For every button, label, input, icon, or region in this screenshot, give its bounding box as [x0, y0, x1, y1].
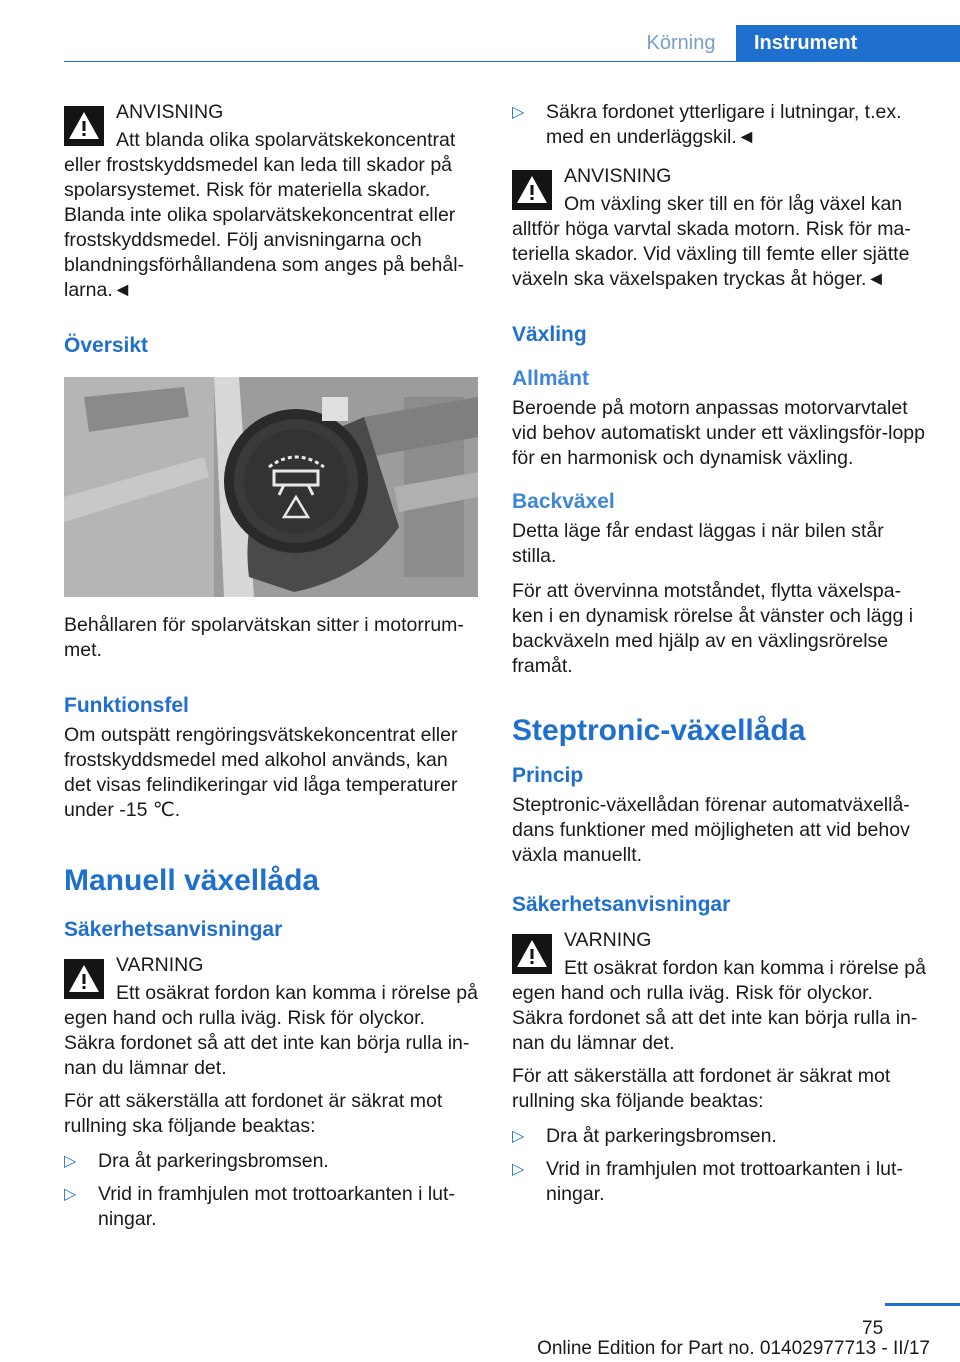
- notice-title: ANVISNING: [564, 165, 672, 187]
- heading-backvaxel: Backväxel: [512, 490, 615, 513]
- heading-allmant: Allmänt: [512, 367, 590, 390]
- heading-sakerhetsanvisningar: Säkerhetsanvisningar: [64, 918, 283, 941]
- notice-title: ANVISNING: [116, 101, 224, 123]
- notice-block: [64, 100, 478, 303]
- page-header: [0, 0, 960, 62]
- edition-footer: Online Edition for Part no. 01402977713 - II/17: [537, 1338, 930, 1359]
- page-number: 75: [862, 1318, 884, 1339]
- list-item: ▷ Dra åt parkeringsbromsen.: [64, 1150, 329, 1172]
- warning-body: Ett osäkrat fordon kan komma i rörelse på egen hand och rulla iväg. Risk för olyckor. Säkra fordonet så att det inte kan börja rulla in‐nan du lämnar det.: [512, 957, 926, 1054]
- princip-text: Steptronic-växellådan förenar automatväxellå‐dans funktioner med möjligheten att vid behov växla manuellt.: [512, 794, 910, 866]
- backvaxel-text-2: För att övervinna motståndet, flytta växelspa‐ken i en dynamisk rörelse åt vänster och lägg i backväxeln med hjälp av en växlingsrörelse framåt.: [512, 580, 914, 677]
- photo-caption: Behållaren för spolarvätskan sitter i motorrum‐met.: [64, 614, 464, 661]
- warning-title: VARNING: [116, 954, 204, 976]
- warning-block: [64, 953, 478, 1081]
- footer-rule: [885, 1303, 960, 1306]
- heading-sakerhetsanvisningar: Säkerhetsanvisningar: [512, 893, 731, 916]
- warning-triangle-icon: [64, 106, 104, 146]
- warning-block: [512, 928, 926, 1056]
- notice-body: Att blanda olika spolarvätskekoncentrat eller frostskyddsmedel kan leda till skador på spolarsystemet. Risk för materiella skador. Blanda inte olika spolarvätskekoncentrat eller frostskyddsmedel. Följ anvisningarna och blandningsförhållandena som anges på behål‐larna.◄: [64, 129, 465, 301]
- ensure-text: För att säkerställa att fordonet är säkrat mot rullning ska följande beaktas:: [64, 1090, 443, 1137]
- heading-princip: Princip: [512, 764, 584, 787]
- triangle-bullet-icon: ▷: [512, 1128, 525, 1145]
- funktionsfel-text: Om outspätt rengöringsvätskekoncentrat eller frostskyddsmedel med alkohol används, kan det visas felindikeringar vid låga temperaturer under -15 ℃.: [64, 724, 458, 821]
- allmant-text: Beroende på motorn anpassas motorvarvtalet vid behov automatiskt under ett växlingsför‐lopp för en harmonisk och dynamisk växling.: [512, 397, 925, 469]
- triangle-bullet-icon: ▷: [512, 104, 525, 121]
- list-item: ▷ Vrid in framhjulen mot trottoarkanten i lut‐ningar.: [512, 1158, 903, 1205]
- list-item: ▷ Dra åt parkeringsbromsen.: [512, 1125, 777, 1147]
- backvaxel-text-1: Detta läge får endast läggas i när bilen står stilla.: [512, 520, 884, 567]
- heading-funktionsfel: Funktionsfel: [64, 694, 189, 717]
- bullet-list: [64, 1149, 478, 1232]
- list-item: ▷ Vrid in framhjulen mot trottoarkanten i lut‐ningar.: [64, 1183, 455, 1230]
- warning-triangle-icon: [512, 170, 552, 210]
- left-column: [64, 100, 478, 1240]
- heading-steptronic: Steptronic-växellåda: [512, 714, 806, 747]
- header-rule: [64, 61, 960, 62]
- tab-korning[interactable]: Körning: [646, 32, 716, 54]
- triangle-bullet-icon: ▷: [64, 1153, 77, 1170]
- warning-title: VARNING: [564, 929, 652, 951]
- triangle-bullet-icon: ▷: [512, 1161, 525, 1178]
- warning-triangle-icon: [64, 959, 104, 999]
- warning-body: Ett osäkrat fordon kan komma i rörelse på egen hand och rulla iväg. Risk för olyckor. Säkra fordonet så att det inte kan börja rulla in‐nan du lämnar det.: [64, 982, 478, 1079]
- notice-block: [512, 164, 926, 292]
- washer-fluid-cap-photo: [64, 377, 478, 597]
- triangle-bullet-icon: ▷: [64, 1186, 77, 1203]
- warning-triangle-icon: [512, 934, 552, 974]
- ensure-text: För att säkerställa att fordonet är säkrat mot rullning ska följande beaktas:: [512, 1065, 891, 1112]
- right-column: [512, 100, 926, 1215]
- heading-manuell-vaxellada: Manuell växellåda: [64, 864, 320, 897]
- heading-vaxling: Växling: [512, 323, 587, 346]
- notice-body: Om växling sker till en för låg växel kan alltför höga varvtal skada motorn. Risk för ma‐teriella skador. Vid växling till femte eller sjätte växeln ska växelspaken tryckas åt höger.◄: [512, 193, 911, 290]
- tab-instrument[interactable]: Instrument: [736, 25, 960, 62]
- heading-oversikt: Översikt: [64, 334, 149, 357]
- bullet-list-top: [512, 100, 926, 150]
- bullet-list: [512, 1124, 926, 1207]
- list-item: ▷ Säkra fordonet ytterligare i lutningar, t.ex. med en underläggskil.◄: [512, 101, 902, 148]
